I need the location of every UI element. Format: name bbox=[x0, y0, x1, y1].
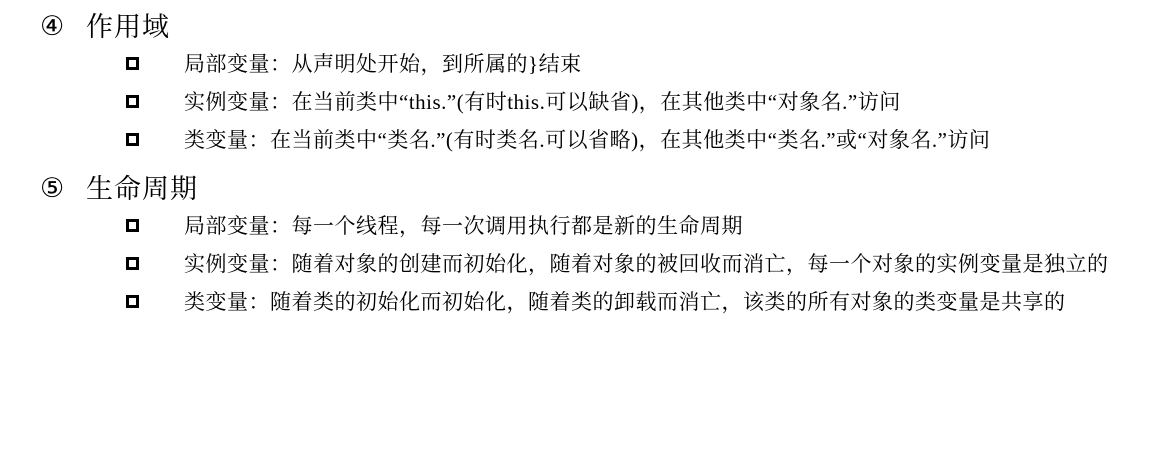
section-heading bbox=[40, 172, 1135, 206]
square-bullet-icon bbox=[126, 88, 184, 113]
square-bullet-icon bbox=[126, 288, 184, 313]
list-item bbox=[40, 250, 1135, 279]
square-bullet-icon bbox=[126, 50, 184, 75]
list-item bbox=[40, 126, 1135, 155]
list-item-text: 局部变量：从声明处开始，到所属的}结束 bbox=[184, 52, 582, 76]
list-item bbox=[40, 212, 1135, 241]
list-item bbox=[40, 288, 1135, 317]
section-number-marker: ④ bbox=[40, 11, 65, 42]
section-title: 作用域 bbox=[86, 12, 170, 42]
section-title: 生命周期 bbox=[86, 174, 198, 204]
list-item-text: 类变量：随着类的初始化而初始化，随着类的卸载而消亡，该类的所有对象的类变量是共享的 bbox=[184, 290, 1066, 314]
list-item-text: 类变量：在当前类中“类名.”(有时类名.可以省略)，在其他类中“类名.”或“对象名.”访问 bbox=[184, 128, 991, 152]
list-item bbox=[40, 88, 1135, 117]
square-bullet-icon bbox=[126, 212, 184, 237]
section-number-marker: ⑤ bbox=[40, 173, 65, 204]
list-item-text: 局部变量：每一个线程，每一次调用执行都是新的生命周期 bbox=[184, 214, 743, 238]
section-gap bbox=[40, 164, 1135, 172]
section-scope bbox=[40, 10, 1135, 155]
bullet-list bbox=[40, 50, 1135, 155]
bullet-list bbox=[40, 212, 1135, 317]
section-lifecycle bbox=[40, 172, 1135, 317]
list-item-text: 实例变量：随着对象的创建而初始化，随着对象的被回收而消亡，每一个对象的实例变量是独立的 bbox=[184, 252, 1109, 276]
list-item-text: 实例变量：在当前类中“this.”(有时this.可以缺省)，在其他类中“对象名.”访问 bbox=[184, 90, 901, 114]
square-bullet-icon bbox=[126, 250, 184, 275]
square-bullet-icon bbox=[126, 126, 184, 151]
list-item bbox=[40, 50, 1135, 79]
section-heading bbox=[40, 10, 1135, 44]
